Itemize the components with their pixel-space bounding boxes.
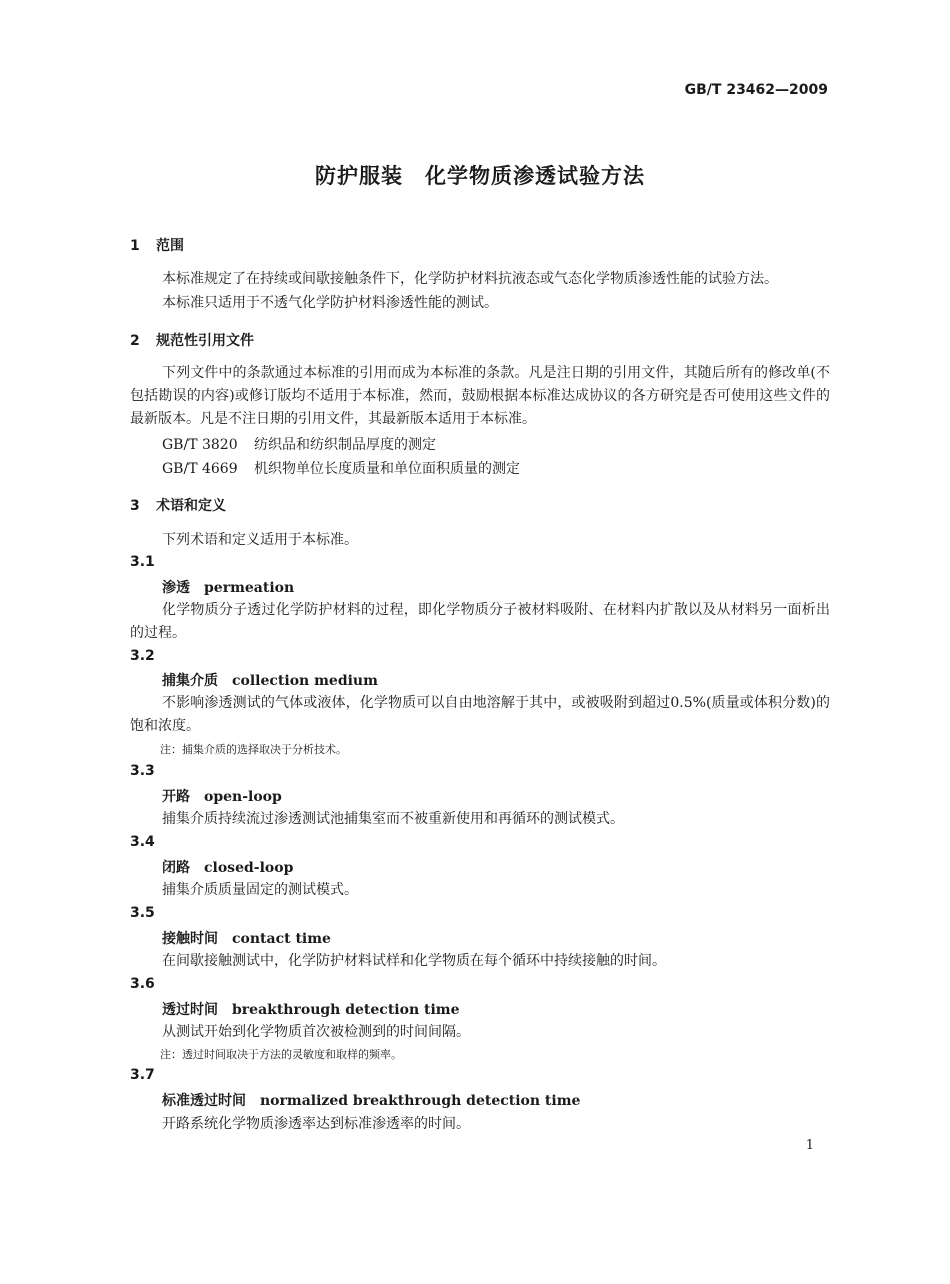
clause-number: 3.6 — [130, 976, 155, 992]
section-1-paragraph-1: 本标准规定了在持续或间歇接触条件下，化学防护材料抗液态或气态化学物质渗透性能的试验方法。 — [162, 271, 778, 287]
term-en: open-loop — [204, 789, 282, 805]
term-entry — [162, 786, 282, 806]
term-zh: 渗透 — [162, 580, 190, 596]
section-3-heading — [130, 495, 226, 515]
term-definition: 在间歇接触测试中，化学防护材料试样和化学物质在每个循环中持续接触的时间。 — [162, 953, 666, 969]
section-title: 范围 — [156, 238, 184, 254]
term-entry — [162, 577, 294, 597]
term-note: 注：捕集介质的选择取决于分析技术。 — [160, 743, 347, 756]
clause-number: 3.1 — [130, 554, 155, 570]
term-entry — [162, 857, 293, 877]
term-en: closed-loop — [204, 860, 294, 876]
section-1-paragraph-2: 本标准只适用于不透气化学防护材料渗透性能的测试。 — [162, 295, 498, 311]
section-1-heading — [130, 235, 184, 255]
reference-code: GB/T 4669 — [162, 461, 238, 477]
section-2-heading — [130, 330, 254, 350]
normative-reference — [162, 458, 520, 478]
reference-code: GB/T 3820 — [162, 437, 238, 453]
term-definition: 开路系统化学物质渗透率达到标准渗透率的时间。 — [162, 1116, 470, 1132]
term-en: permeation — [204, 580, 295, 596]
page-number: 1 — [805, 1138, 814, 1153]
clause-number: 3.2 — [130, 648, 155, 664]
term-entry — [162, 1090, 580, 1110]
term-en: breakthrough detection time — [232, 1002, 460, 1018]
clause-number: 3.5 — [130, 905, 155, 921]
term-definition: 化学物质分子透过化学防护材料的过程，即化学物质分子被材料吸附、在材料内扩散以及从材料另一面析出的过程。 — [130, 602, 830, 641]
standard-code: GB/T 23462—2009 — [684, 82, 828, 98]
section-title: 规范性引用文件 — [156, 333, 254, 349]
section-number: 3 — [130, 498, 140, 514]
section-2-paragraph: 下列文件中的条款通过本标准的引用而成为本标准的条款。凡是注日期的引用文件，其随后所有的修改单(不包括勘误的内容)或修订版均不适用于本标准，然而，鼓励根据本标准达成协议的各方研究是否可使用这些文件的最新版本。凡是不注日期的引用文件，其最新版本适用于本标准。 — [130, 365, 830, 427]
clause-number: 3.3 — [130, 763, 155, 779]
term-zh: 标准透过时间 — [162, 1093, 246, 1109]
term-entry — [162, 999, 460, 1019]
section-number: 2 — [130, 333, 140, 349]
section-title: 术语和定义 — [156, 498, 226, 514]
term-definition: 不影响渗透测试的气体或液体，化学物质可以自由地溶解于其中，或被吸附到超过0.5%(质量或体积分数)的饱和浓度。 — [130, 695, 830, 734]
term-en: collection medium — [232, 673, 378, 689]
term-en: contact time — [232, 931, 331, 947]
term-zh: 捕集介质 — [162, 673, 218, 689]
term-zh: 透过时间 — [162, 1002, 218, 1018]
reference-title: 机织物单位长度质量和单位面积质量的测定 — [254, 461, 520, 477]
clause-number: 3.7 — [130, 1067, 155, 1083]
section-number: 1 — [130, 238, 140, 254]
term-note: 注：透过时间取决于方法的灵敏度和取样的频率。 — [160, 1048, 402, 1061]
term-zh: 开路 — [162, 789, 190, 805]
term-entry — [162, 928, 331, 948]
term-zh: 接触时间 — [162, 931, 218, 947]
term-definition: 捕集介质持续流过渗透测试池捕集室而不被重新使用和再循环的测试模式。 — [162, 811, 624, 827]
term-entry — [162, 670, 378, 690]
term-definition: 捕集介质质量固定的测试模式。 — [162, 882, 358, 898]
term-definition: 从测试开始到化学物质首次被检测到的时间间隔。 — [162, 1024, 470, 1040]
term-zh: 闭路 — [162, 860, 190, 876]
clause-number: 3.4 — [130, 834, 155, 850]
term-en: normalized breakthrough detection time — [260, 1093, 581, 1109]
document-title: 防护服装 化学物质渗透试验方法 — [315, 164, 645, 188]
normative-reference — [162, 434, 436, 454]
section-3-paragraph: 下列术语和定义适用于本标准。 — [162, 532, 358, 548]
reference-title: 纺织品和纺织制品厚度的测定 — [254, 437, 436, 453]
